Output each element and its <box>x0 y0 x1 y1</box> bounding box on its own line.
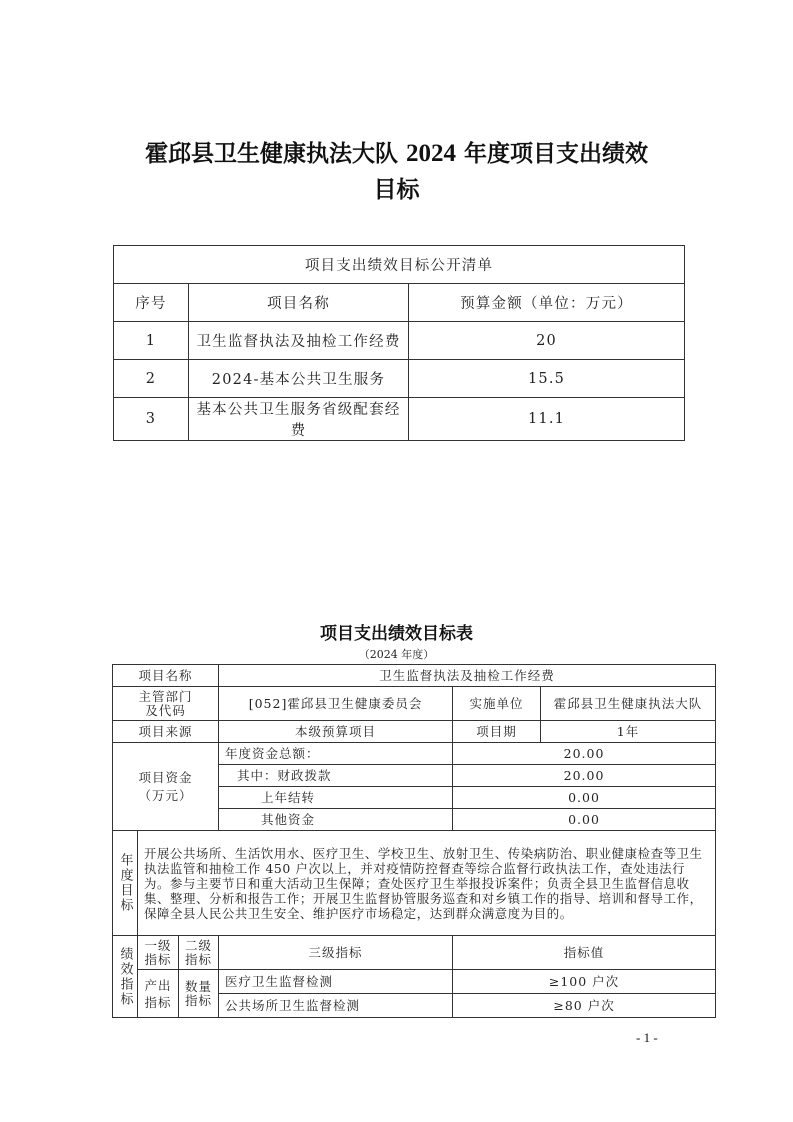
dept-value: [052]霍邱县卫生健康委员会 <box>219 687 453 721</box>
project-name-row <box>113 665 716 687</box>
list-table-header-row <box>114 284 685 322</box>
fund-carryover-label: 上年结转 <box>219 787 453 809</box>
funds-label-line1: 项目资金 <box>138 769 193 785</box>
fund-total-value: 20.00 <box>453 743 716 765</box>
row-no: 2 <box>114 360 189 398</box>
perf-level1 <box>138 970 179 1018</box>
list-table-title: 项目支出绩效目标公开清单 <box>114 246 685 284</box>
period-value: 1年 <box>541 721 716 743</box>
project-name-label: 项目名称 <box>113 665 219 687</box>
goal-table-heading: 项目支出绩效目标表 <box>320 624 473 644</box>
document-title <box>0 136 793 208</box>
annual-goal-row <box>113 831 716 936</box>
perf-level2 <box>179 970 219 1018</box>
perf-indicator-name: 公共场所卫生监督检测 <box>219 994 453 1018</box>
source-value: 本级预算项目 <box>219 721 453 743</box>
row-amount: 20 <box>409 322 685 360</box>
row-name: 卫生监督执法及抽检工作经费 <box>189 322 409 360</box>
perf-header-level1-text: 一级指标 <box>144 937 172 967</box>
perf-header-level3: 三级指标 <box>219 936 453 970</box>
impl-unit-label: 实施单位 <box>453 687 541 721</box>
perf-header-row <box>113 936 716 970</box>
perf-indicator-value: ≥100 户次 <box>453 970 716 994</box>
row-no: 3 <box>114 398 189 441</box>
annual-goal-label <box>113 831 138 936</box>
row-name: 基本公共卫生服务省级配套经费 <box>189 398 409 441</box>
impl-unit-value: 霍邱县卫生健康执法大队 <box>541 687 716 721</box>
dept-row <box>113 687 716 721</box>
page-number: - 1 - <box>636 1030 658 1045</box>
header-no: 序号 <box>114 284 189 322</box>
perf-label <box>113 936 138 1018</box>
project-name-value: 卫生监督执法及抽检工作经费 <box>219 665 716 687</box>
fund-other-value: 0.00 <box>453 809 716 831</box>
performance-goal-table <box>112 664 716 1018</box>
table-row <box>114 360 685 398</box>
fund-other-label: 其他资金 <box>219 809 453 831</box>
perf-level2-text: 数量指标 <box>184 978 212 1008</box>
dept-label-text: 主管部门及代码 <box>138 688 193 718</box>
perf-header-value: 指标值 <box>453 936 716 970</box>
row-name: 2024-基本公共卫生服务 <box>189 360 409 398</box>
header-amount: 预算金额（单位：万元） <box>409 284 685 322</box>
table-row <box>114 398 685 441</box>
perf-header-level1 <box>138 936 179 970</box>
source-row <box>113 721 716 743</box>
period-label: 项目期 <box>453 721 541 743</box>
perf-indicator-name: 医疗卫生监督检测 <box>219 970 453 994</box>
fund-fiscal-value: 20.00 <box>453 765 716 787</box>
project-list-table <box>113 245 685 441</box>
title-suffix: 年度项目支出绩效 <box>464 141 649 167</box>
annual-goal-text: 开展公共场所、生活饮用水、医疗卫生、学校卫生、放射卫生、传染病防治、职业健康检查等卫生执法监管和抽检工作 450 户次以上，并对疫情防控督查等综合监督行政执法工作，查处违法行为。参与主要节日和重大活动卫生保障；查处医疗卫生举报投诉案件；负责全县卫生监督信息收集、整理、分析和报告工作；开展卫生监督协管服务巡查和对乡镇工作的指导、培训和督导工作，保障全县人民公共卫生安全、维护医疗市场稳定，达到群众满意度为目的。 <box>138 831 716 936</box>
source-label: 项目来源 <box>113 721 219 743</box>
title-year: 2024 <box>406 140 456 167</box>
document-title-line2: 目标 <box>373 177 420 203</box>
dept-label <box>113 687 219 721</box>
perf-label-text: 绩效指标 <box>117 946 133 1007</box>
funds-label <box>113 743 219 831</box>
fund-fiscal-label: 其中：财政拨款 <box>219 765 453 787</box>
perf-header-level2-text: 二级指标 <box>184 937 212 967</box>
header-name: 项目名称 <box>189 284 409 322</box>
title-prefix: 霍邱县卫生健康执法大队 <box>144 141 398 167</box>
perf-row <box>113 970 716 994</box>
fund-total-label: 年度资金总额： <box>219 743 453 765</box>
list-table-title-row <box>114 246 685 284</box>
funds-row <box>113 743 716 765</box>
row-amount: 15.5 <box>409 360 685 398</box>
annual-goal-label-text: 年度目标 <box>117 853 133 913</box>
perf-header-level2 <box>179 936 219 970</box>
document-title-line1 <box>0 136 793 172</box>
funds-label-line2: （万元） <box>138 787 193 803</box>
row-no: 1 <box>114 322 189 360</box>
perf-indicator-value: ≥80 户次 <box>453 994 716 1018</box>
goal-table-year-note: （2024 年度） <box>358 648 435 661</box>
perf-level1-text: 产出指标 <box>144 977 172 1010</box>
row-amount: 11.1 <box>409 398 685 441</box>
fund-carryover-value: 0.00 <box>453 787 716 809</box>
table-row <box>114 322 685 360</box>
